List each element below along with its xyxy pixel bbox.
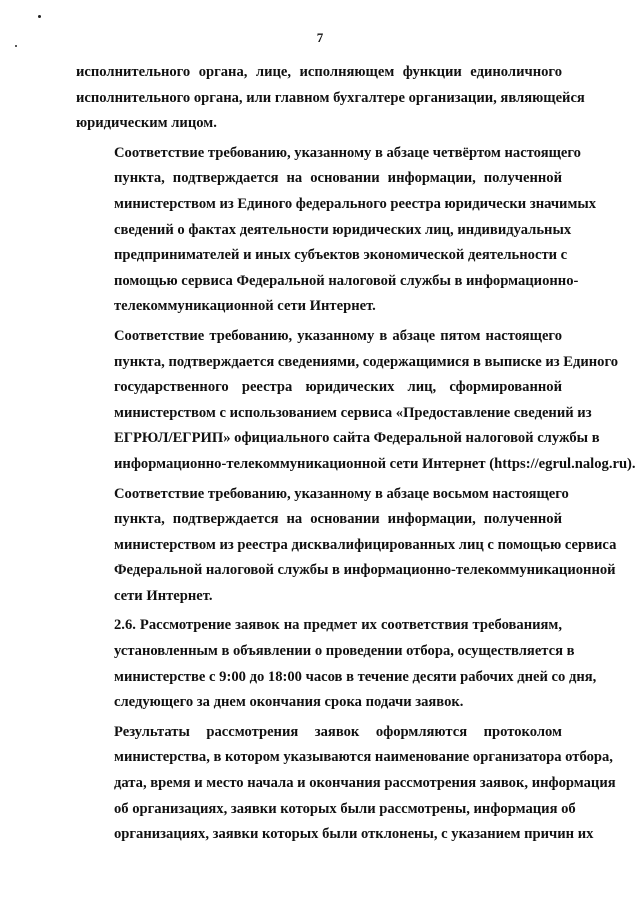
text-line: министерства, в котором указываются наименование организатора отбора, <box>114 749 613 766</box>
paragraph <box>76 60 585 137</box>
text-line: телекоммуникационной сети Интернет. <box>114 298 376 315</box>
text-line: Соответствие требованию, указанному в абзаце восьмом настоящего <box>114 485 569 502</box>
text-line: юридическим лицом. <box>76 115 217 132</box>
text-line: министерстве с 9:00 до 18:00 часов в течение десяти рабочих дней со дня, <box>114 668 597 685</box>
text-line: пункта, подтверждается на основании информации, полученной <box>114 511 562 528</box>
text-line: установленным в объявлении о проведении отбора, осуществляется в <box>114 643 575 660</box>
text-line: предпринимателей и иных субъектов экономической деятельности с <box>114 247 568 264</box>
text-line: дата, время и место начала и окончания рассмотрения заявок, информация <box>114 775 616 792</box>
text-line: ЕГРЮЛ/ЕГРИП» официального сайта Федеральной налоговой службы в <box>114 430 600 447</box>
text-line: Соответствие требованию, указанному в абзаце четвёртом настоящего <box>114 144 581 161</box>
text-line: Федеральной налоговой службы в информационно-телекоммуникационной <box>114 562 616 579</box>
text-line: министерством с использованием сервиса «Предоставление сведений из <box>114 404 592 421</box>
text-line: исполнительного органа, или главном бухгалтере организации, являющейся <box>76 89 585 106</box>
text-line: пункта, подтверждается сведениями, содержащимися в выписке из Единого <box>114 353 619 370</box>
text-line: об организациях, заявки которых были рассмотрены, информация об <box>114 800 576 817</box>
text-line: сети Интернет. <box>114 587 213 604</box>
text-line: следующего за днем окончания срока подачи заявок. <box>114 694 464 711</box>
paragraph <box>76 324 636 478</box>
text-line: Соответствие требованию, указанному в абзаце пятом настоящего <box>114 327 562 344</box>
paragraph <box>76 720 616 848</box>
text-line: информационно-телекоммуникационной сети Интернет (https://egrul.nalog.ru). <box>114 455 636 472</box>
text-line: организациях, заявки которых были отклонены, с указанием причин их <box>114 826 594 843</box>
text-line: помощью сервиса Федеральной налоговой службы в информационно- <box>114 272 579 289</box>
scan-speck <box>38 15 41 18</box>
paragraph <box>76 613 597 715</box>
document-body <box>76 60 636 852</box>
text-line: государственного реестра юридических лиц, сформированной <box>114 379 562 396</box>
text-line: Результаты рассмотрения заявок оформляются протоколом <box>114 723 562 740</box>
page-number: 7 <box>316 30 324 45</box>
text-line: исполнительного органа, лице, исполняющем функции единоличного <box>76 64 562 80</box>
paragraph <box>76 141 597 320</box>
paragraph <box>76 482 617 610</box>
text-line: министерством из реестра дисквалифицированных лиц с помощью сервиса <box>114 536 617 553</box>
text-line: сведений о фактах деятельности юридических лиц, индивидуальных <box>114 221 572 238</box>
text-line: 2.6. Рассмотрение заявок на предмет их соответствия требованиям, <box>114 617 562 634</box>
text-line: министерством из Единого федерального реестра юридически значимых <box>114 195 597 212</box>
text-line: пункта, подтверждается на основании информации, полученной <box>114 170 562 187</box>
